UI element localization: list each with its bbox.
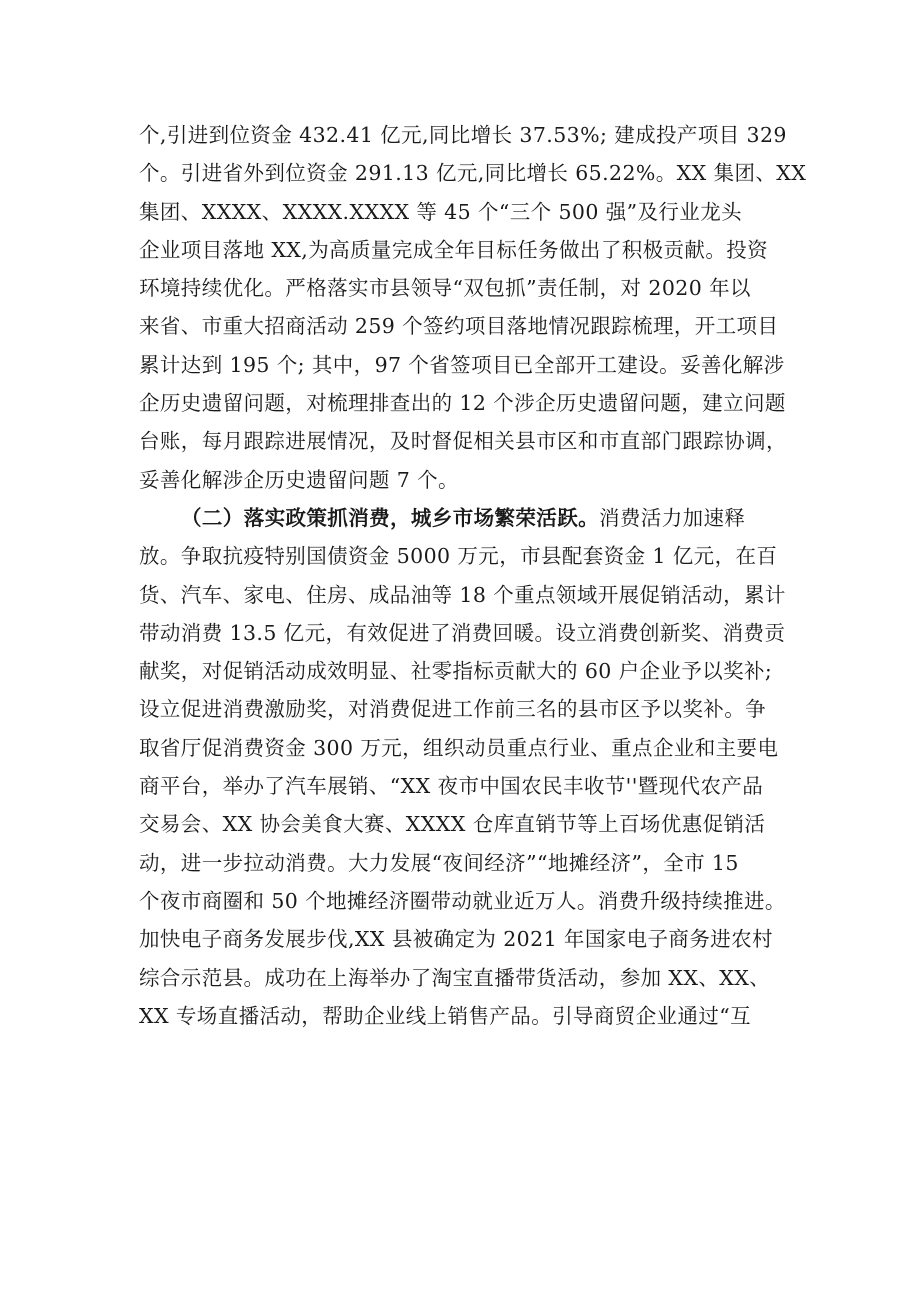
text-line: 货、汽车、家电、住房、成品油等 18 个重点领域开展促销活动，累计 [139,582,786,607]
text-line: 商平台，举办了汽车展销、“XX 夜市中国农民丰收节''暨现代农产品 [139,774,764,799]
text-line: 企历史遗留问题，对梳理排查出的 12 个涉企历史遗留问题，建立问题 [139,391,786,416]
text-line: 个夜市商圈和 50 个地摊经济圈带动就业近万人。消费升级持续推进。 [139,888,786,913]
text-line: 取省厅促消费资金 300 万元，组织动员重点行业、重点企业和主要电 [139,735,779,760]
text-line: 环境持续优化。严格落实市县领导“双包抓”责任制，对 2020 年以 [139,276,751,301]
text-line: 动，进一步拉动消费。大力发展“夜间经济”“地摊经济”，全市 15 [139,850,739,875]
body-text [139,116,807,1035]
section-2-heading: （二）落实政策抓消费，城乡市场繁荣活跃。 [181,505,599,530]
text-line: 交易会、XX 协会美食大赛、XXXX 仓库直销节等上百场优惠促销活 [139,812,766,837]
section-1-paragraph [139,116,807,499]
text-line: 放。争取抗疫特别国债资金 5000 万元，市县配套资金 1 亿元，在百 [139,544,778,569]
text-line: 综合示范县。成功在上海举办了淘宝直播带货活动，参加 XX、XX、 [139,965,771,990]
text-line: 台账，每月跟踪进展情况，及时督促相关县市区和市直部门跟踪协调， [139,429,787,454]
text-line: 企业项目落地 XX,为高质量完成全年目标任务做出了积极贡献。投资 [139,237,769,262]
section-2-first-line [139,499,789,537]
text-line: XX 专场直播活动，帮助企业线上销售产品。引导商贸企业通过“互 [139,1003,752,1028]
text-line: 献奖，对促销活动成效明显、社零指标贡献大的 60 户企业予以奖补; [139,659,773,684]
text-line: 个,引进到位资金 432.41 亿元,同比增长 37.53%; 建成投产项目 329 [139,123,787,147]
text-line: 来省、市重大招商活动 259 个签约项目落地情况跟踪梳理，开工项目 [139,314,779,339]
text-line: 集团、XXXX、XXXX.XXXX 等 45 个“三个 500 强”及行业龙头 [139,199,743,224]
section-2-paragraph [139,537,789,1035]
text-line: 设立促进消费激励奖，对消费促进工作前三名的县市区予以奖补。争 [139,697,766,722]
text-line: 累计达到 195 个; 其中，97 个省签项目已全部开工建设。妥善化解涉 [139,352,785,377]
text-line: 带动消费 13.5 亿元，有效促进了消费回暖。设立消费创新奖、消费贡 [139,620,786,645]
text-line: 妥善化解涉企历史遗留问题 7 个。 [139,467,459,492]
section-2-lead-text: 消费活力加速释 [599,505,746,530]
text-line: 加快电子商务发展步伐,XX 县被确定为 2021 年国家电子商务进农村 [139,927,773,952]
text-line: 个。引进省外到位资金 291.13 亿元,同比增长 65.22%。XX 集团、XX [139,161,807,186]
